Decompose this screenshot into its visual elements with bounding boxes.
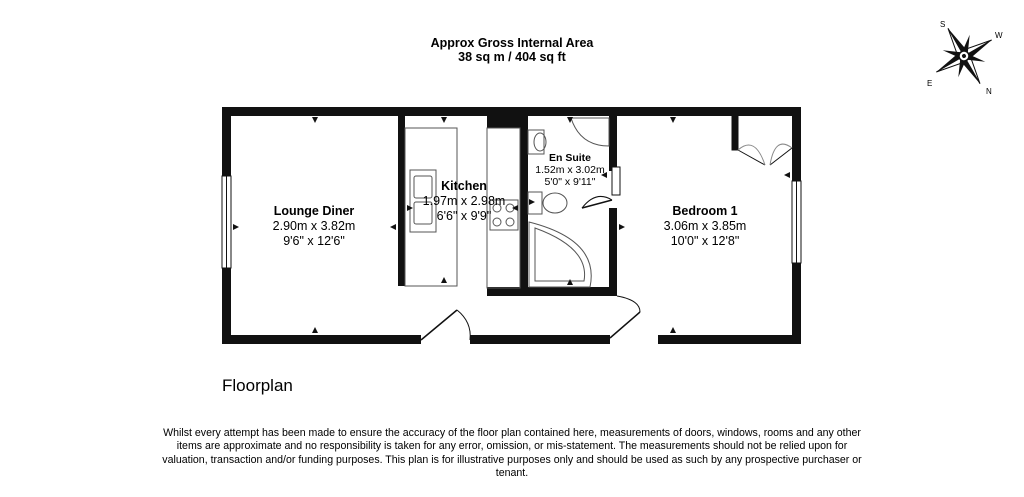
room-label-ensuite bbox=[528, 152, 612, 188]
bedroom-window bbox=[792, 181, 801, 263]
area-value: 38 sq m / 404 sq ft bbox=[458, 50, 566, 64]
compass-letter-w: W bbox=[995, 31, 1003, 40]
room-metric: 2.90m x 3.82m bbox=[272, 219, 356, 233]
room-imperial: 10'0" x 12'8" bbox=[670, 234, 740, 248]
room-imperial: 9'6" x 12'6" bbox=[283, 234, 345, 248]
disclaimer-text: Whilst every attempt has been made to ensure the accuracy of the floor plan contained here, measurements of doors, windows, rooms and any other items are approximate and no responsibility is taken for any error, omission, or mis-statement. The measurements should not be relied upon for valuation, transaction and/or funding purposes. This plan is for illustrative purposes only and should be used as such by any prospective purchaser or tenant. bbox=[162, 427, 862, 480]
lounge-window bbox=[222, 176, 231, 268]
compass-letter-s: S bbox=[940, 20, 946, 29]
room-metric: 1.52m x 3.02m bbox=[535, 164, 605, 176]
room-imperial: 5'0" x 9'11" bbox=[544, 176, 596, 188]
room-metric: 3.06m x 3.85m bbox=[663, 219, 747, 233]
room-name: En Suite bbox=[548, 152, 591, 164]
room-label-bedroom bbox=[635, 204, 775, 249]
room-name: Kitchen bbox=[441, 179, 487, 193]
area-title: Approx Gross Internal Area bbox=[430, 36, 594, 50]
compass-letter-e: E bbox=[927, 79, 933, 88]
room-name: Lounge Diner bbox=[273, 204, 355, 218]
ensuite-fixtures bbox=[528, 118, 609, 287]
compass-letter-n: N bbox=[986, 87, 992, 96]
room-label-lounge bbox=[244, 204, 384, 249]
room-name: Bedroom 1 bbox=[672, 204, 738, 218]
bedroom-wardrobe bbox=[732, 116, 792, 165]
floor-title: Floorplan bbox=[222, 376, 293, 395]
room-metric: 1.97m x 2.98m bbox=[422, 194, 506, 208]
room-label-kitchen bbox=[409, 179, 519, 224]
room-imperial: 6'6" x 9'9" bbox=[436, 209, 492, 223]
